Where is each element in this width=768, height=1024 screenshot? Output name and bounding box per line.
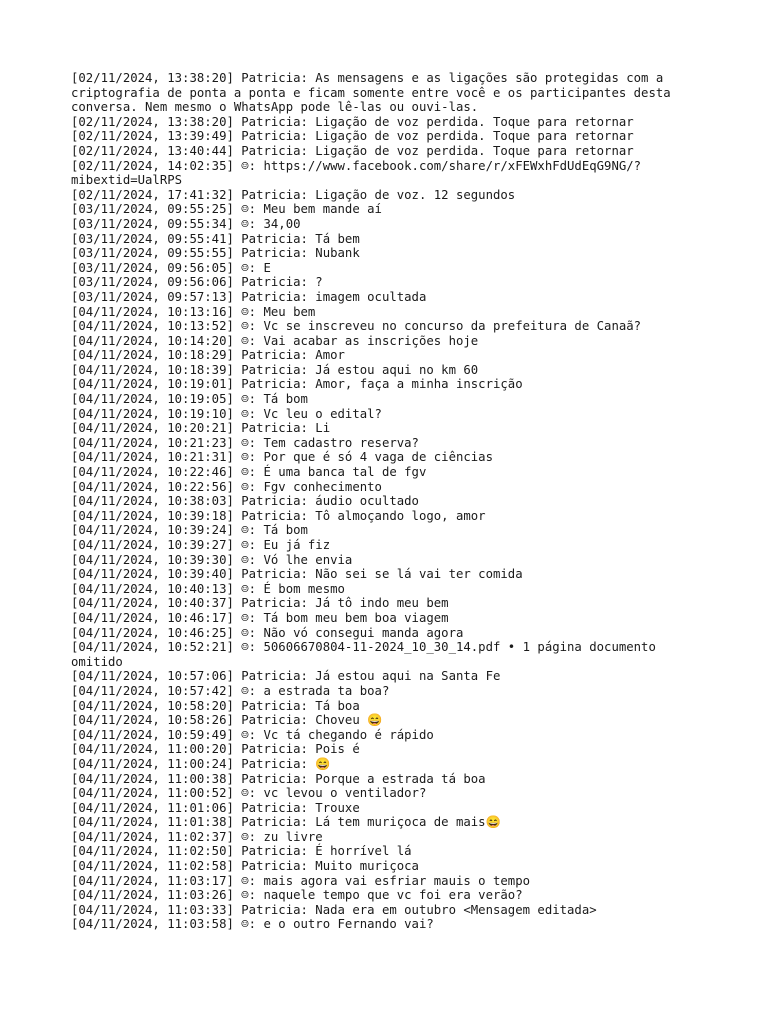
transcript-line: [04/11/2024, 10:59:49] ☺: Vc tá chegando é rápido — [71, 727, 434, 742]
transcript-line: [04/11/2024, 10:22:46] ☺: É uma banca tal de fgv — [71, 465, 427, 480]
transcript-line: [04/11/2024, 10:13:52] ☺: Vc se inscreveu no concurso da prefeitura de Canaã? — [71, 319, 642, 334]
transcript-line: [04/11/2024, 10:57:06] Patricia: Já estou aqui na Santa Fe — [71, 669, 501, 684]
transcript-line: [04/11/2024, 11:02:58] Patricia: Muito muriçoca — [71, 859, 419, 874]
chat-transcript — [71, 71, 711, 932]
transcript-line: [04/11/2024, 10:52:21] ☺: 50606670804-11-2024_10_30_14.pdf • 1 página documento — [71, 640, 656, 655]
transcript-line: [04/11/2024, 11:03:33] Patricia: Nada era em outubro <Mensagem editada> — [71, 902, 597, 917]
transcript-line: [04/11/2024, 10:18:29] Patricia: Amor — [71, 348, 345, 363]
transcript-line: [04/11/2024, 11:00:52] ☺: vc levou o ventilador? — [71, 786, 427, 801]
transcript-line: [03/11/2024, 09:57:13] Patricia: imagem ocultada — [71, 289, 427, 304]
transcript-line: [04/11/2024, 10:58:26] Patricia: Choveu 😄 — [71, 713, 383, 728]
transcript-line: [03/11/2024, 09:56:05] ☺: E — [71, 260, 271, 275]
transcript-line: [04/11/2024, 11:00:38] Patricia: Porque a estrada tá boa — [71, 771, 486, 786]
transcript-line: criptografia de ponta a ponta e ficam somente entre você e os participantes desta — [71, 85, 671, 100]
transcript-line: [04/11/2024, 10:39:18] Patricia: Tô almoçando logo, amor — [71, 508, 486, 523]
transcript-line: conversa. Nem mesmo o WhatsApp pode lê-las ou ouvi-las. — [71, 100, 479, 115]
transcript-line: [04/11/2024, 10:19:01] Patricia: Amor, faça a minha inscrição — [71, 377, 523, 392]
transcript-line: mibextid=UalRPS — [71, 173, 183, 188]
transcript-line: [04/11/2024, 10:46:25] ☺: Não vó consegui manda agora — [71, 625, 464, 640]
transcript-line: [04/11/2024, 10:22:56] ☺: Fgv conhecimento — [71, 479, 382, 494]
transcript-line: [04/11/2024, 10:38:03] Patricia: áudio ocultado — [71, 494, 419, 509]
transcript-line: [04/11/2024, 10:57:42] ☺: a estrada ta boa? — [71, 683, 390, 698]
transcript-line: [02/11/2024, 13:38:20] Patricia: As mensagens e as ligações são protegidas com a — [71, 71, 664, 85]
transcript-line: [04/11/2024, 10:39:40] Patricia: Não sei se lá vai ter comida — [71, 567, 523, 582]
transcript-line: [04/11/2024, 10:19:10] ☺: Vc leu o edital? — [71, 406, 382, 421]
transcript-line: [04/11/2024, 10:58:20] Patricia: Tá boa — [71, 698, 360, 713]
transcript-line: [04/11/2024, 10:13:16] ☺: Meu bem — [71, 304, 316, 319]
transcript-line: [04/11/2024, 10:46:17] ☺: Tá bom meu bem boa viagem — [71, 610, 449, 625]
transcript-line: [04/11/2024, 11:01:06] Patricia: Trouxe — [71, 800, 360, 815]
transcript-line: [04/11/2024, 10:18:39] Patricia: Já estou aqui no km 60 — [71, 362, 479, 377]
transcript-line: [03/11/2024, 09:55:55] Patricia: Nubank — [71, 246, 360, 261]
transcript-line: [04/11/2024, 11:00:20] Patricia: Pois é — [71, 742, 360, 757]
transcript-line: [03/11/2024, 09:55:41] Patricia: Tá bem — [71, 231, 360, 246]
transcript-line: [04/11/2024, 10:14:20] ☺: Vai acabar as inscrições hoje — [71, 333, 479, 348]
transcript-line: [04/11/2024, 10:21:31] ☺: Por que é só 4 vaga de ciências — [71, 450, 493, 465]
transcript-line: [04/11/2024, 11:03:58] ☺: e o outro Fernando vai? — [71, 917, 434, 932]
transcript-line: [02/11/2024, 13:38:20] Patricia: Ligação de voz perdida. Toque para retornar — [71, 114, 634, 129]
transcript-line: [04/11/2024, 10:19:05] ☺: Tá bom — [71, 392, 308, 407]
transcript-line: [04/11/2024, 10:21:23] ☺: Tem cadastro reserva? — [71, 435, 419, 450]
transcript-line: [03/11/2024, 09:56:06] Patricia: ? — [71, 275, 323, 290]
transcript-line: [03/11/2024, 09:55:25] ☺: Meu bem mande aí — [71, 202, 382, 217]
transcript-line: [04/11/2024, 11:02:37] ☺: zu livre — [71, 829, 323, 844]
transcript-line: [04/11/2024, 11:03:26] ☺: naquele tempo que vc foi era verão? — [71, 888, 523, 903]
transcript-line: [04/11/2024, 10:20:21] Patricia: Li — [71, 421, 331, 436]
transcript-line: [02/11/2024, 13:39:49] Patricia: Ligação de voz perdida. Toque para retornar — [71, 129, 634, 144]
transcript-line: [02/11/2024, 14:02:35] ☺: https://www.facebook.com/share/r/xFEWxhFdUdEqG9NG/? — [71, 158, 642, 173]
transcript-line: omitido — [71, 654, 123, 669]
transcript-line: [04/11/2024, 10:40:13] ☺: É bom mesmo — [71, 581, 345, 596]
transcript-line: [04/11/2024, 10:39:27] ☺: Eu já fiz — [71, 538, 331, 552]
transcript-line: [04/11/2024, 11:02:50] Patricia: É horrível lá — [71, 844, 412, 859]
transcript-line: [04/11/2024, 10:39:30] ☺: Vó lhe envia — [71, 552, 353, 567]
transcript-line: [03/11/2024, 09:55:34] ☺: 34,00 — [71, 216, 301, 231]
transcript-line: [02/11/2024, 17:41:32] Patricia: Ligação de voz. 12 segundos — [71, 187, 516, 202]
transcript-line: [04/11/2024, 10:39:24] ☺: Tá bom — [71, 523, 308, 538]
transcript-line: [04/11/2024, 10:40:37] Patricia: Já tô indo meu bem — [71, 596, 449, 611]
transcript-line: [04/11/2024, 11:01:38] Patricia: Lá tem muriçoca de mais😄 — [71, 815, 501, 830]
transcript-line: [04/11/2024, 11:03:17] ☺: mais agora vai esfriar mauis o tempo — [71, 873, 531, 888]
transcript-line: [04/11/2024, 11:00:24] Patricia: 😄 — [71, 756, 331, 771]
transcript-line: [02/11/2024, 13:40:44] Patricia: Ligação de voz perdida. Toque para retornar — [71, 143, 634, 158]
